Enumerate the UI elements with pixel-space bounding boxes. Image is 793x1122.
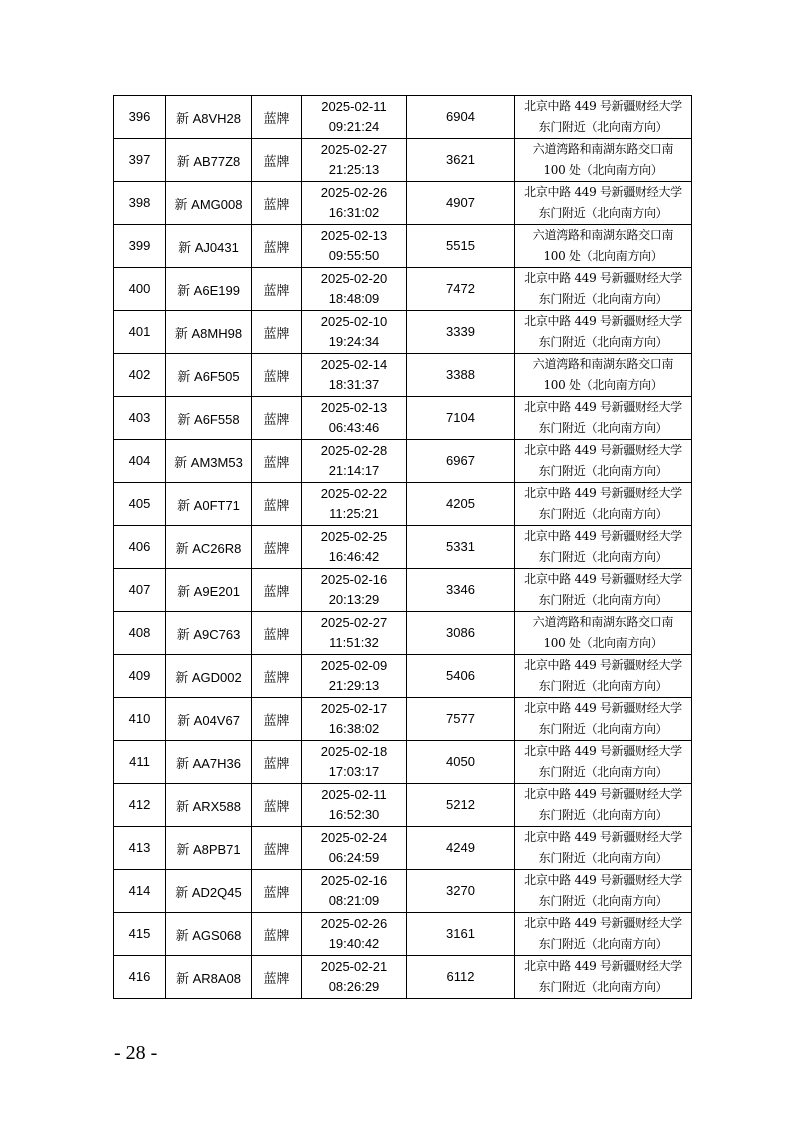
datetime-cell bbox=[302, 698, 407, 741]
datetime-cell bbox=[302, 569, 407, 612]
location-line-2: 东门附近（北向南方向） bbox=[538, 120, 668, 134]
date-text: 2025-02-20 bbox=[320, 271, 388, 286]
date-text: 2025-02-26 bbox=[320, 916, 388, 931]
location-cell bbox=[515, 96, 692, 139]
date-text: 2025-02-21 bbox=[320, 959, 388, 974]
plate-type-cell: 蓝牌 bbox=[252, 612, 302, 655]
location-cell bbox=[515, 225, 692, 268]
row-number-cell: 415 bbox=[114, 913, 166, 956]
time-text: 21:25:13 bbox=[328, 162, 380, 177]
location-line-1: 北京中路 449 号新疆财经大学 bbox=[524, 99, 682, 113]
table-row bbox=[114, 96, 692, 139]
location-cell bbox=[515, 698, 692, 741]
location-line-2: 东门附近（北向南方向） bbox=[538, 292, 668, 306]
location-cell bbox=[515, 311, 692, 354]
location-line-2: 100 处（北向南方向） bbox=[543, 378, 663, 392]
date-text: 2025-02-16 bbox=[320, 572, 388, 587]
plate-type-cell: 蓝牌 bbox=[252, 182, 302, 225]
datetime-cell bbox=[302, 526, 407, 569]
datetime-cell bbox=[302, 96, 407, 139]
time-text: 11:51:32 bbox=[329, 635, 379, 650]
row-number-cell: 398 bbox=[114, 182, 166, 225]
row-number-cell: 401 bbox=[114, 311, 166, 354]
time-text: 17:03:17 bbox=[328, 764, 380, 779]
plate-type-cell: 蓝牌 bbox=[252, 311, 302, 354]
time-text: 11:25:21 bbox=[329, 506, 379, 521]
amount-cell: 3339 bbox=[407, 311, 515, 354]
plate-number-cell: 新 AA7H36 bbox=[166, 741, 252, 784]
location-cell bbox=[515, 526, 692, 569]
row-number-cell: 406 bbox=[114, 526, 166, 569]
amount-cell: 3270 bbox=[407, 870, 515, 913]
plate-number-cell: 新 A6F505 bbox=[166, 354, 252, 397]
location-line-1: 北京中路 449 号新疆财经大学 bbox=[524, 400, 682, 414]
location-line-2: 东门附近（北向南方向） bbox=[538, 851, 668, 865]
location-line-1: 北京中路 449 号新疆财经大学 bbox=[524, 744, 682, 758]
plate-number-cell: 新 AGD002 bbox=[166, 655, 252, 698]
table-row bbox=[114, 225, 692, 268]
location-line-2: 东门附近（北向南方向） bbox=[538, 464, 668, 478]
location-line-1: 北京中路 449 号新疆财经大学 bbox=[524, 271, 682, 285]
location-line-1: 北京中路 449 号新疆财经大学 bbox=[524, 529, 682, 543]
plate-type-cell: 蓝牌 bbox=[252, 440, 302, 483]
table-row bbox=[114, 569, 692, 612]
datetime-cell bbox=[302, 311, 407, 354]
location-cell bbox=[515, 741, 692, 784]
row-number-cell: 404 bbox=[114, 440, 166, 483]
plate-number-cell: 新 A6E199 bbox=[166, 268, 252, 311]
location-line-2: 100 处（北向南方向） bbox=[543, 163, 663, 177]
plate-type-cell: 蓝牌 bbox=[252, 483, 302, 526]
datetime-cell bbox=[302, 784, 407, 827]
datetime-cell bbox=[302, 268, 407, 311]
date-text: 2025-02-11 bbox=[321, 787, 387, 802]
datetime-cell bbox=[302, 913, 407, 956]
plate-type-cell: 蓝牌 bbox=[252, 569, 302, 612]
amount-cell: 5212 bbox=[407, 784, 515, 827]
amount-cell: 3086 bbox=[407, 612, 515, 655]
plate-type-cell: 蓝牌 bbox=[252, 698, 302, 741]
row-number-cell: 416 bbox=[114, 956, 166, 999]
datetime-cell bbox=[302, 741, 407, 784]
location-line-2: 东门附近（北向南方向） bbox=[538, 722, 668, 736]
amount-cell: 4249 bbox=[407, 827, 515, 870]
plate-number-cell: 新 A0FT71 bbox=[166, 483, 252, 526]
date-text: 2025-02-13 bbox=[320, 228, 388, 243]
location-line-2: 东门附近（北向南方向） bbox=[538, 765, 668, 779]
location-cell bbox=[515, 956, 692, 999]
date-text: 2025-02-09 bbox=[320, 658, 388, 673]
table-row bbox=[114, 913, 692, 956]
date-text: 2025-02-26 bbox=[320, 185, 388, 200]
row-number-cell: 400 bbox=[114, 268, 166, 311]
table-body bbox=[114, 96, 692, 999]
plate-number-cell: 新 AGS068 bbox=[166, 913, 252, 956]
amount-cell: 3621 bbox=[407, 139, 515, 182]
table-row bbox=[114, 870, 692, 913]
table-row bbox=[114, 397, 692, 440]
plate-type-cell: 蓝牌 bbox=[252, 139, 302, 182]
plate-number-cell: 新 A8PB71 bbox=[166, 827, 252, 870]
table-row bbox=[114, 655, 692, 698]
datetime-cell bbox=[302, 440, 407, 483]
location-line-2: 东门附近（北向南方向） bbox=[538, 335, 668, 349]
date-text: 2025-02-11 bbox=[321, 99, 387, 114]
location-line-1: 六道湾路和南湖东路交口南 bbox=[532, 142, 674, 156]
amount-cell: 6967 bbox=[407, 440, 515, 483]
amount-cell: 5331 bbox=[407, 526, 515, 569]
location-line-2: 东门附近（北向南方向） bbox=[538, 894, 668, 908]
plate-type-cell: 蓝牌 bbox=[252, 354, 302, 397]
location-cell bbox=[515, 440, 692, 483]
location-cell bbox=[515, 655, 692, 698]
table-row bbox=[114, 612, 692, 655]
table-row bbox=[114, 268, 692, 311]
date-text: 2025-02-14 bbox=[320, 357, 388, 372]
time-text: 16:31:02 bbox=[328, 205, 380, 220]
row-number-cell: 403 bbox=[114, 397, 166, 440]
location-line-1: 北京中路 449 号新疆财经大学 bbox=[524, 787, 682, 801]
location-cell bbox=[515, 354, 692, 397]
plate-type-cell: 蓝牌 bbox=[252, 956, 302, 999]
amount-cell: 7577 bbox=[407, 698, 515, 741]
location-line-1: 北京中路 449 号新疆财经大学 bbox=[524, 314, 682, 328]
location-cell bbox=[515, 870, 692, 913]
location-line-2: 100 处（北向南方向） bbox=[543, 636, 663, 650]
location-line-1: 六道湾路和南湖东路交口南 bbox=[532, 228, 674, 242]
table-row bbox=[114, 483, 692, 526]
datetime-cell bbox=[302, 397, 407, 440]
plate-number-cell: 新 AMG008 bbox=[166, 182, 252, 225]
location-cell bbox=[515, 139, 692, 182]
amount-cell: 4907 bbox=[407, 182, 515, 225]
time-text: 19:24:34 bbox=[328, 334, 380, 349]
datetime-cell bbox=[302, 655, 407, 698]
date-text: 2025-02-28 bbox=[320, 443, 388, 458]
location-line-1: 六道湾路和南湖东路交口南 bbox=[532, 615, 674, 629]
plate-type-cell: 蓝牌 bbox=[252, 784, 302, 827]
table-row bbox=[114, 741, 692, 784]
plate-number-cell: 新 A8VH28 bbox=[166, 96, 252, 139]
datetime-cell bbox=[302, 483, 407, 526]
datetime-cell bbox=[302, 182, 407, 225]
date-text: 2025-02-27 bbox=[320, 142, 388, 157]
row-number-cell: 409 bbox=[114, 655, 166, 698]
location-line-2: 东门附近（北向南方向） bbox=[538, 421, 668, 435]
date-text: 2025-02-22 bbox=[320, 486, 388, 501]
table-row bbox=[114, 956, 692, 999]
plate-type-cell: 蓝牌 bbox=[252, 827, 302, 870]
time-text: 19:40:42 bbox=[328, 936, 380, 951]
row-number-cell: 396 bbox=[114, 96, 166, 139]
amount-cell: 4205 bbox=[407, 483, 515, 526]
amount-cell: 7472 bbox=[407, 268, 515, 311]
time-text: 21:14:17 bbox=[328, 463, 380, 478]
location-line-2: 东门附近（北向南方向） bbox=[538, 937, 668, 951]
date-text: 2025-02-17 bbox=[320, 701, 388, 716]
location-cell bbox=[515, 612, 692, 655]
location-line-2: 东门附近（北向南方向） bbox=[538, 808, 668, 822]
location-line-1: 北京中路 449 号新疆财经大学 bbox=[524, 572, 682, 586]
amount-cell: 5515 bbox=[407, 225, 515, 268]
plate-number-cell: 新 A8MH98 bbox=[166, 311, 252, 354]
time-text: 09:21:24 bbox=[328, 119, 380, 134]
plate-type-cell: 蓝牌 bbox=[252, 913, 302, 956]
time-text: 08:26:29 bbox=[328, 979, 380, 994]
date-text: 2025-02-18 bbox=[320, 744, 388, 759]
table-row bbox=[114, 784, 692, 827]
amount-cell: 4050 bbox=[407, 741, 515, 784]
amount-cell: 6112 bbox=[407, 956, 515, 999]
datetime-cell bbox=[302, 139, 407, 182]
location-cell bbox=[515, 569, 692, 612]
plate-type-cell: 蓝牌 bbox=[252, 870, 302, 913]
time-text: 16:46:42 bbox=[328, 549, 380, 564]
plate-number-cell: 新 AC26R8 bbox=[166, 526, 252, 569]
row-number-cell: 397 bbox=[114, 139, 166, 182]
location-line-1: 北京中路 449 号新疆财经大学 bbox=[524, 701, 682, 715]
plate-type-cell: 蓝牌 bbox=[252, 526, 302, 569]
plate-number-cell: 新 A04V67 bbox=[166, 698, 252, 741]
plate-number-cell: 新 AM3M53 bbox=[166, 440, 252, 483]
row-number-cell: 402 bbox=[114, 354, 166, 397]
row-number-cell: 412 bbox=[114, 784, 166, 827]
amount-cell: 3346 bbox=[407, 569, 515, 612]
plate-number-cell: 新 AJ0431 bbox=[166, 225, 252, 268]
plate-type-cell: 蓝牌 bbox=[252, 397, 302, 440]
datetime-cell bbox=[302, 225, 407, 268]
row-number-cell: 399 bbox=[114, 225, 166, 268]
date-text: 2025-02-13 bbox=[320, 400, 388, 415]
location-cell bbox=[515, 397, 692, 440]
location-cell bbox=[515, 483, 692, 526]
location-line-1: 北京中路 449 号新疆财经大学 bbox=[524, 873, 682, 887]
time-text: 20:13:29 bbox=[328, 592, 380, 607]
time-text: 18:31:37 bbox=[328, 377, 380, 392]
table-row bbox=[114, 139, 692, 182]
page-number: - 28 - bbox=[114, 1042, 158, 1064]
location-cell bbox=[515, 268, 692, 311]
time-text: 16:52:30 bbox=[328, 807, 380, 822]
location-line-1: 六道湾路和南湖东路交口南 bbox=[532, 357, 674, 371]
location-line-2: 100 处（北向南方向） bbox=[543, 249, 663, 263]
location-line-1: 北京中路 449 号新疆财经大学 bbox=[524, 959, 682, 973]
row-number-cell: 413 bbox=[114, 827, 166, 870]
location-line-2: 东门附近（北向南方向） bbox=[538, 550, 668, 564]
date-text: 2025-02-25 bbox=[320, 529, 388, 544]
location-line-2: 东门附近（北向南方向） bbox=[538, 206, 668, 220]
date-text: 2025-02-24 bbox=[320, 830, 388, 845]
table-row bbox=[114, 182, 692, 225]
datetime-cell bbox=[302, 354, 407, 397]
plate-number-cell: 新 A9E201 bbox=[166, 569, 252, 612]
plate-type-cell: 蓝牌 bbox=[252, 268, 302, 311]
table-row bbox=[114, 526, 692, 569]
plate-number-cell: 新 A9C763 bbox=[166, 612, 252, 655]
table-row bbox=[114, 354, 692, 397]
plate-number-cell: 新 A6F558 bbox=[166, 397, 252, 440]
plate-number-cell: 新 ARX588 bbox=[166, 784, 252, 827]
table-row bbox=[114, 698, 692, 741]
plate-type-cell: 蓝牌 bbox=[252, 655, 302, 698]
amount-cell: 6904 bbox=[407, 96, 515, 139]
plate-type-cell: 蓝牌 bbox=[252, 96, 302, 139]
location-cell bbox=[515, 182, 692, 225]
violations-table bbox=[113, 95, 692, 999]
location-line-2: 东门附近（北向南方向） bbox=[538, 507, 668, 521]
date-text: 2025-02-16 bbox=[320, 873, 388, 888]
location-cell bbox=[515, 784, 692, 827]
row-number-cell: 411 bbox=[114, 741, 166, 784]
table-row bbox=[114, 440, 692, 483]
location-line-2: 东门附近（北向南方向） bbox=[538, 679, 668, 693]
location-cell bbox=[515, 913, 692, 956]
table-row bbox=[114, 311, 692, 354]
time-text: 06:43:46 bbox=[328, 420, 380, 435]
datetime-cell bbox=[302, 612, 407, 655]
location-line-1: 北京中路 449 号新疆财经大学 bbox=[524, 185, 682, 199]
row-number-cell: 405 bbox=[114, 483, 166, 526]
datetime-cell bbox=[302, 956, 407, 999]
plate-number-cell: 新 AR8A08 bbox=[166, 956, 252, 999]
date-text: 2025-02-10 bbox=[320, 314, 388, 329]
location-line-1: 北京中路 449 号新疆财经大学 bbox=[524, 658, 682, 672]
amount-cell: 3161 bbox=[407, 913, 515, 956]
row-number-cell: 414 bbox=[114, 870, 166, 913]
time-text: 16:38:02 bbox=[328, 721, 380, 736]
plate-number-cell: 新 AB77Z8 bbox=[166, 139, 252, 182]
time-text: 09:55:50 bbox=[328, 248, 380, 263]
datetime-cell bbox=[302, 827, 407, 870]
time-text: 06:24:59 bbox=[328, 850, 380, 865]
location-line-2: 东门附近（北向南方向） bbox=[538, 980, 668, 994]
location-line-1: 北京中路 449 号新疆财经大学 bbox=[524, 486, 682, 500]
location-line-1: 北京中路 449 号新疆财经大学 bbox=[524, 830, 682, 844]
plate-type-cell: 蓝牌 bbox=[252, 741, 302, 784]
location-line-2: 东门附近（北向南方向） bbox=[538, 593, 668, 607]
amount-cell: 7104 bbox=[407, 397, 515, 440]
location-line-1: 北京中路 449 号新疆财经大学 bbox=[524, 443, 682, 457]
row-number-cell: 408 bbox=[114, 612, 166, 655]
location-line-1: 北京中路 449 号新疆财经大学 bbox=[524, 916, 682, 930]
location-cell bbox=[515, 827, 692, 870]
plate-number-cell: 新 AD2Q45 bbox=[166, 870, 252, 913]
time-text: 18:48:09 bbox=[328, 291, 380, 306]
time-text: 21:29:13 bbox=[328, 678, 380, 693]
amount-cell: 3388 bbox=[407, 354, 515, 397]
table-row bbox=[114, 827, 692, 870]
row-number-cell: 410 bbox=[114, 698, 166, 741]
row-number-cell: 407 bbox=[114, 569, 166, 612]
date-text: 2025-02-27 bbox=[320, 615, 388, 630]
datetime-cell bbox=[302, 870, 407, 913]
time-text: 08:21:09 bbox=[328, 893, 380, 908]
plate-type-cell: 蓝牌 bbox=[252, 225, 302, 268]
amount-cell: 5406 bbox=[407, 655, 515, 698]
